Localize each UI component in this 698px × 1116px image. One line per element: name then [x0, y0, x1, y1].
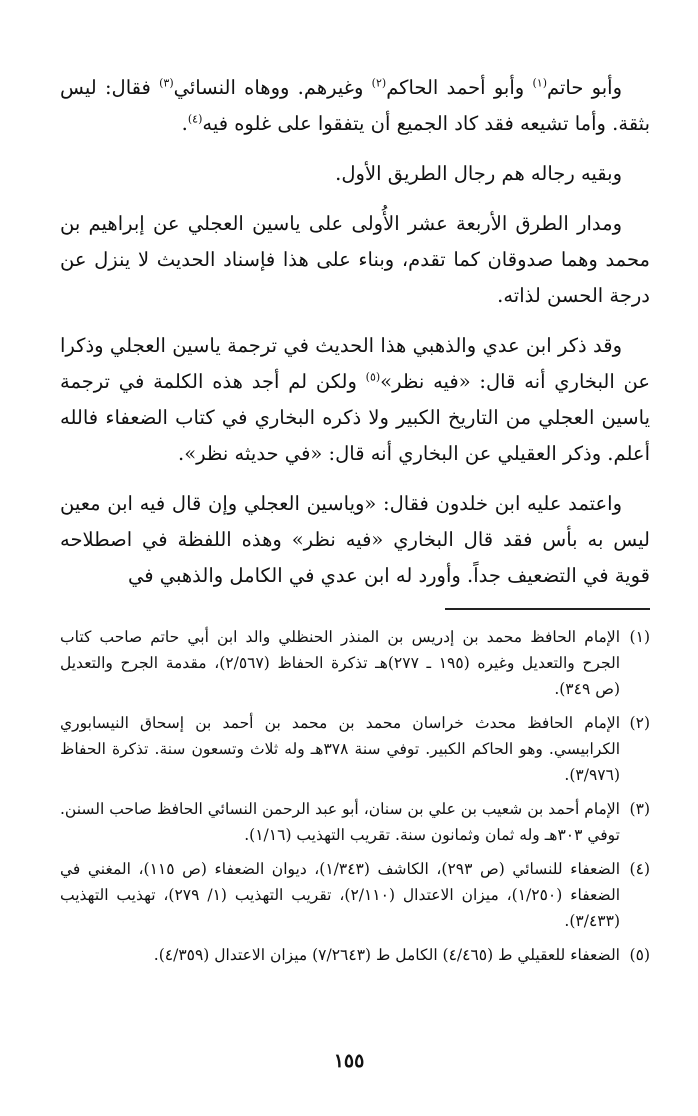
footnote-5: [60, 942, 650, 968]
footnote-divider: [445, 608, 650, 610]
text-run: وأبو أحمد الحاكم: [386, 76, 533, 99]
footnote-text: الإمام أحمد بن شعيب بن علي بن سنان، أبو عبد الرحمن النسائي الحافظ صاحب السنن. توفي ٣٠٣هـ وله ثمان وثمانون سنة. تقريب التهذيب (١/١٦).: [60, 800, 620, 844]
footnote-ref-4: (٤): [187, 112, 203, 126]
text-run: فقال: ليس بثقة. وأما تشيعه فقد كاد الجميع أن يتفقوا على غلوه فيه: [60, 76, 650, 135]
footnote-ref-3: (٣): [159, 76, 174, 90]
main-text: [60, 70, 650, 594]
text-run: .: [181, 112, 188, 135]
paragraph-3: [60, 206, 650, 314]
footnote-text: الضعفاء للعقيلي ط (٤/٤٦٥) الكامل ط (٧/٢٦٤٣) ميزان الاعتدال (٤/٣٥٩).: [153, 946, 620, 964]
footnote-number: (٢): [629, 714, 650, 732]
text-run: وبقيه رجاله هم رجال الطريق الأول.: [335, 162, 622, 185]
page-number: ١٥٥: [333, 1050, 365, 1072]
footnote-number: (١): [629, 628, 650, 646]
text-run: ولكن لم أجد هذه الكلمة في ترجمة ياسين العجلي من التاريخ الكبير ولا ذكره البخاري في كتاب الضعفاء فالله أعلم. وذكر العقيلي عن البخاري أنه قال: «في حديثه نظر».: [60, 370, 650, 465]
footnotes: [60, 624, 650, 968]
text-run: وأبو حاتم: [546, 76, 622, 99]
footnote-3: [60, 796, 650, 848]
text-run: وغيرهم. ووهاه النسائي: [173, 76, 372, 99]
footnote-text: الإمام الحافظ محدث خراسان محمد بن محمد بن أحمد بن إسحاق النيسابوري الكرابيسي. وهو الحاكم الكبير. توفي سنة ٣٧٨هـ وله ثلاث وتسعون سنة. تذكرة الحفاظ (٣/٩٧٦).: [60, 714, 621, 784]
footnote-4: [60, 856, 650, 934]
text-run: واعتمد عليه ابن خلدون فقال: «وياسين العجلي وإن قال فيه ابن معين ليس به بأس فقد قال البخاري «فيه نظر» وهذه اللفظة في اصطلاحه قوية في التضعيف جداً. وأورد له ابن عدي في الكامل والذهبي في: [60, 492, 650, 587]
footnote-number: (٥): [629, 946, 650, 964]
paragraph-4: [60, 328, 650, 472]
footnote-ref-1: (١): [532, 76, 547, 90]
text-run: ومدار الطرق الأربعة عشر الأُولى على ياسين العجلي عن إبراهيم بن محمد وهما صدوقان كما تقدم، وبناء على هذا فإسناد الحديث لا ينزل عن درجة الحسن لذاته.: [60, 212, 650, 307]
footnote-1: [60, 624, 650, 702]
footnote-2: [60, 710, 650, 788]
paragraph-2: [60, 156, 650, 192]
footnote-text: الضعفاء للنسائي (ص ٢٩٣)، الكاشف (١/٣٤٣)، ديوان الضعفاء (ص ١١٥)، المغني في الضعفاء (١/٢٥٠)، ميزان الاعتدال (٢/١١٠)، تقريب التهذيب (١/ ٢٧٩)، تهذيب التهذيب (٣/٤٣٣).: [60, 860, 620, 930]
paragraph-5: [60, 486, 650, 594]
footnote-ref-2: (٢): [371, 76, 387, 90]
footnote-number: (٤): [629, 860, 650, 878]
text-run: وقد ذكر ابن عدي والذهبي هذا الحديث في ترجمة ياسين العجلي وذكرا عن البخاري أنه قال: «فيه نظر»: [60, 334, 651, 393]
paragraph-1: [60, 70, 650, 142]
footnote-number: (٣): [629, 800, 650, 818]
footnote-text: الإمام الحافظ محمد بن إدريس بن المنذر الحنظلي والد ابن أبي حاتم صاحب كتاب الجرح والتعديل وغيره (١٩٥ ـ ٢٧٧)هـ تذكرة الحفاظ (٢/٥٦٧)، مقدمة الجرح والتعديل (ص ٣٤٩).: [60, 628, 620, 698]
footnote-ref-5: (٥): [365, 370, 381, 384]
page: [60, 70, 650, 976]
